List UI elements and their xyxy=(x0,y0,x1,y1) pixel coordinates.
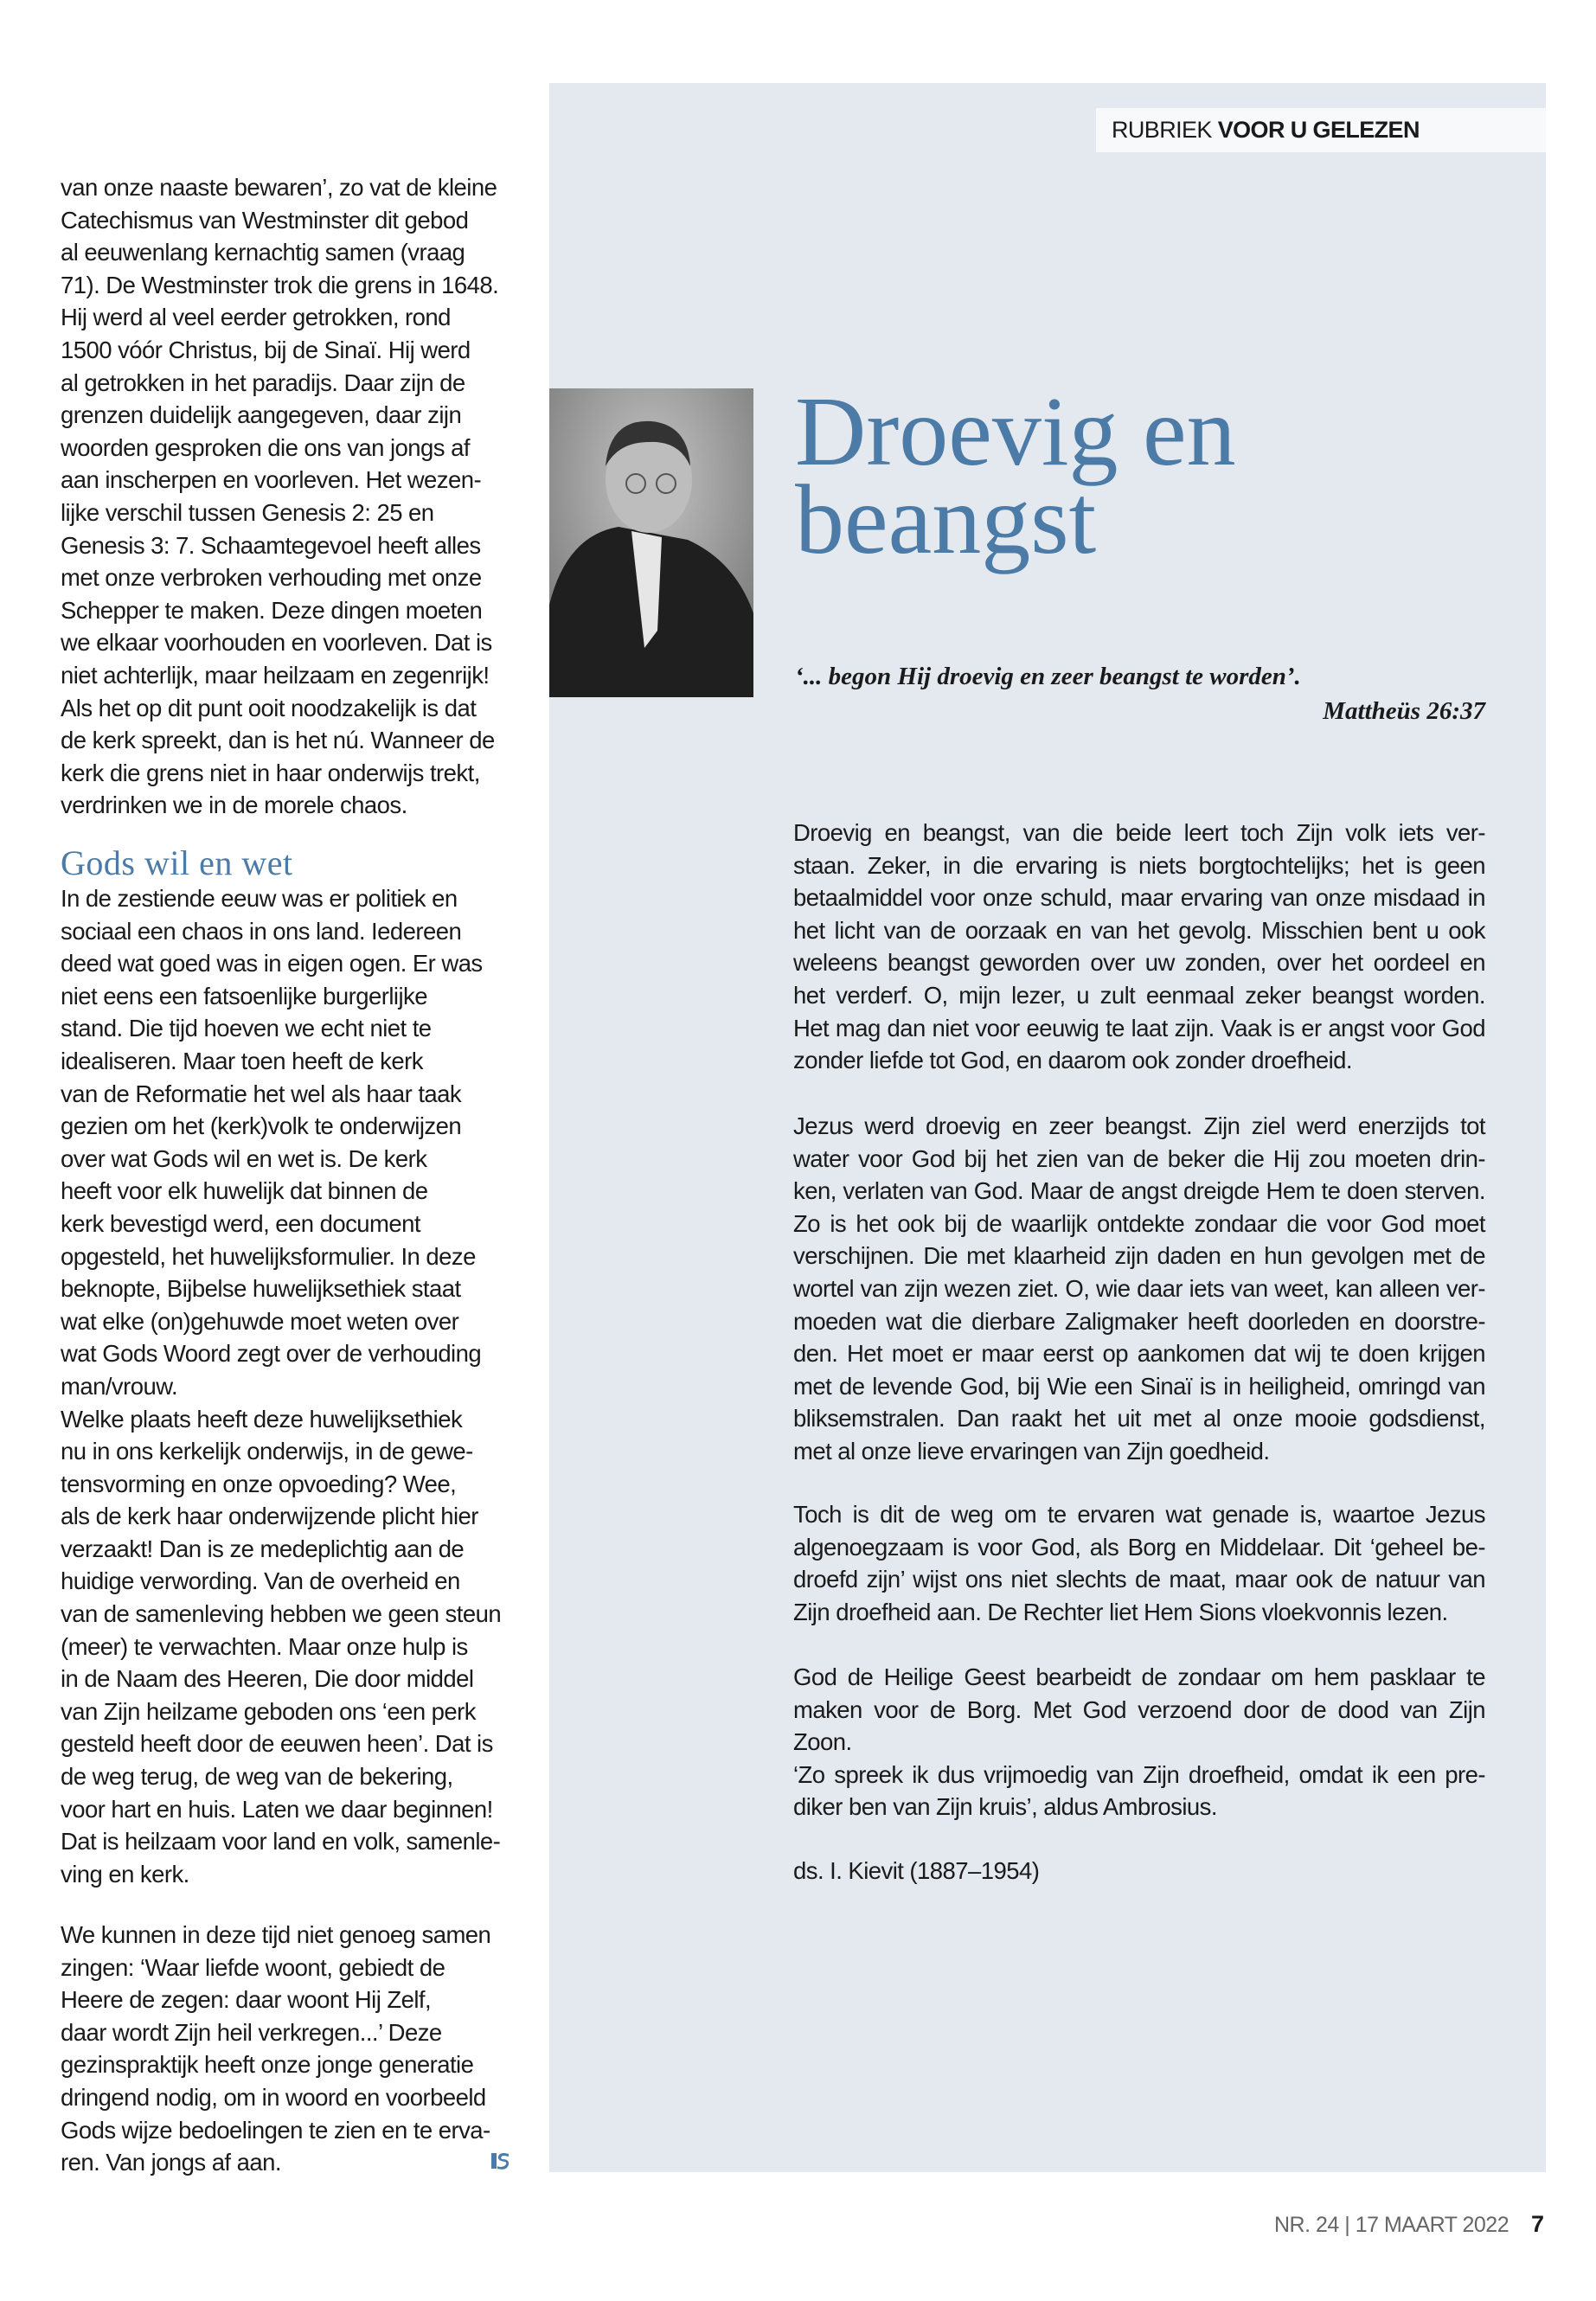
text-line: nu in ons kerkelijk onderwijs, in de gewe- xyxy=(61,1438,473,1465)
text-line: in de Naam des Heeren, Die door middel xyxy=(61,1665,474,1693)
text-line: van de Reformatie het wel als haar taak xyxy=(61,1080,462,1107)
text-line: staan. Zeker, in die ervaring is niets borgtochtelijks; het is geen xyxy=(793,851,1485,879)
text-line: Heere de zegen: daar woont Hij Zelf, xyxy=(61,1986,432,2014)
text-line: heeft voor elk huwelijk dat binnen de xyxy=(61,1177,428,1205)
text-line: algenoegzaam is voor God, als Borg en Middelaar. Dit ‘geheel be- xyxy=(793,1533,1485,1561)
text-line: Hij werd al veel eerder getrokken, rond xyxy=(61,304,451,331)
rubric-name: VOOR U GELEZEN xyxy=(1217,117,1420,143)
text-line: ‘Zo spreek ik dus vrijmoedig van Zijn droefheid, omdat ik een pre- xyxy=(793,1760,1485,1788)
text-line: gezinspraktijk heeft onze jonge generatie xyxy=(61,2051,474,2079)
text-line: de kerk spreekt, dan is het nú. Wanneer de xyxy=(61,727,495,754)
text-line: deed wat goed was in eigen ogen. Er was xyxy=(61,950,483,977)
text-line: ving en kerk. xyxy=(61,1860,189,1888)
text-line: weleens beangst geworden over uw zonden, over het oordeel en xyxy=(793,949,1485,977)
text-line: niet achterlijk, maar heilzaam en zegenrijk! xyxy=(61,661,490,689)
text-line: beknopte, Bijbelse huwelijksethiek staat xyxy=(61,1275,461,1303)
text-line: daar wordt Zijn heil verkregen...’ Deze xyxy=(61,2018,442,2046)
section-heading: Gods wil en wet xyxy=(61,843,293,882)
text-line: God de Heilige Geest bearbeidt de zondaar om hem pasklaar te xyxy=(793,1663,1485,1690)
body-paragraph-2 xyxy=(793,1110,1485,1468)
text-line: wat Gods Woord zegt over de verhouding xyxy=(61,1340,482,1368)
text-line: over wat Gods wil en wet is. De kerk xyxy=(61,1144,427,1172)
text-line: Schepper te maken. Deze dingen moeten xyxy=(61,596,483,624)
text-line: Droevig en beangst, van die beide leert toch Zijn volk iets ver- xyxy=(793,819,1485,846)
text-line: betaalmiddel voor onze schuld, maar ervaring van onze misdaad in xyxy=(793,884,1485,912)
text-line: wortel van zijn wezen ziet. O, wie daar iets van weet, kan alleen ver- xyxy=(793,1274,1485,1302)
quote-text: ‘... begon Hij droevig en zeer beangst te worden’. xyxy=(795,663,1301,690)
text-line: maken voor de Borg. Met God verzoend door de dood van Zijn xyxy=(793,1695,1485,1723)
text-line: moeden wat die dierbare Zaligmaker heeft doorleden en doorstre- xyxy=(793,1307,1485,1335)
text-line: met onze verbroken verhouding met onze xyxy=(61,564,482,592)
scripture-quote xyxy=(795,659,1485,728)
text-line: Catechismus van Westminster dit gebod xyxy=(61,206,469,234)
text-line: al eeuwenlang kernachtig samen (vraag xyxy=(61,239,465,266)
text-line: woorden gesproken die ons van jongs af xyxy=(61,433,470,461)
rubric-prefix: RUBRIEK xyxy=(1112,117,1212,143)
author-signature xyxy=(793,1855,1485,1888)
text-line: met de levende God, bij Wie een Sinaï is in heiligheid, omringd van xyxy=(793,1372,1485,1400)
text-line: Gods wijze bedoelingen te zien en te erva- xyxy=(61,2116,490,2144)
body-paragraph-1 xyxy=(793,817,1485,1077)
text-line: gezien om het (kerk)volk te onderwijzen xyxy=(61,1112,462,1140)
body-paragraph-3 xyxy=(793,1498,1485,1628)
text-line: als de kerk haar onderwijzende plicht hier xyxy=(61,1503,478,1530)
text-line: de weg terug, de weg van de bekering, xyxy=(61,1763,453,1791)
text-line: lijke verschil tussen Genesis 2: 25 en xyxy=(61,498,434,526)
text-line: gesteld heeft door de eeuwen heen’. Dat is xyxy=(61,1730,493,1758)
text-line: Zo is het ook bij de waarlijk ontdekte zondaar die voor God moet xyxy=(793,1209,1485,1237)
text-line: idealiseren. Maar toen heeft de kerk xyxy=(61,1047,423,1074)
text-line: voor hart en huis. Laten we daar beginnen! xyxy=(61,1795,493,1823)
text-line: verschijnen. Die met klaarheid zijn daden en hun gevolgen met de xyxy=(793,1242,1485,1270)
body-paragraph-4 xyxy=(793,1661,1485,1823)
rubric-label xyxy=(1096,108,1546,152)
text-line: verdrinken we in de morele chaos. xyxy=(61,792,407,819)
text-line: diker ben van Zijn kruis’, aldus Ambrosius. xyxy=(793,1793,1217,1821)
text-line: wat elke (on)gehuwde moet weten over xyxy=(61,1307,459,1335)
text-line: sociaal een chaos in ons land. Iedereen xyxy=(61,917,462,945)
text-line: ds. I. Kievit (1887–1954) xyxy=(793,1857,1040,1884)
text-line: Genesis 3: 7. Schaamtegevoel heeft alles xyxy=(61,531,481,559)
text-line: verzaakt! Dan is ze medeplichtig aan de xyxy=(61,1535,465,1562)
title-line-1: Droevig en xyxy=(795,376,1236,486)
text-line: Welke plaats heeft deze huwelijksethiek xyxy=(61,1405,463,1433)
text-line: stand. Die tijd hoeven we echt niet te xyxy=(61,1015,432,1042)
text-line: den. Het moet er maar eerst op aankomen dat wij te doen krijgen xyxy=(793,1340,1485,1368)
left-block-1 xyxy=(61,171,510,822)
text-line: we elkaar voorhouden en voorleven. Dat is xyxy=(61,629,492,657)
text-line: man/vrouw. xyxy=(61,1372,178,1400)
left-block-2 xyxy=(61,882,510,1890)
text-line: het licht van de oorzaak en van het gevolg. Misschien bent u ook xyxy=(793,916,1485,944)
text-line: Zijn droefheid aan. De Rechter liet Hem Sions vloekvonnis lezen. xyxy=(793,1598,1448,1625)
text-line: al getrokken in het paradijs. Daar zijn de xyxy=(61,369,465,396)
text-line: van de samenleving hebben we geen steun xyxy=(61,1600,502,1628)
text-line: Zoon. xyxy=(793,1728,852,1756)
text-line: tensvorming en onze opvoeding? Wee, xyxy=(61,1470,457,1497)
text-line: Het mag dan niet voor eeuwig te laat zijn. Vaak is er angst voor God xyxy=(793,1014,1485,1042)
text-line: kerk die grens niet in haar onderwijs trekt, xyxy=(61,759,480,786)
text-line: Jezus werd droevig en zeer beangst. Zijn ziel werd enerzijds tot xyxy=(793,1112,1485,1139)
title-line-2: beangst xyxy=(795,465,1097,574)
text-line: In de zestiende eeuw was er politiek en xyxy=(61,885,458,912)
text-line: ken, verlaten van God. Maar de angst dreigde Hem te doen sterven. xyxy=(793,1177,1485,1205)
page-number: 7 xyxy=(1531,2211,1545,2237)
left-block-3 xyxy=(61,1919,510,2179)
text-line: het verderf. O, mijn lezer, u zult eenmaal zeker beangst worden. xyxy=(793,981,1485,1009)
text-line: met al onze lieve ervaringen van Zijn goedheid. xyxy=(793,1437,1270,1465)
text-line: dringend nodig, om in woord en voorbeeld xyxy=(61,2083,486,2111)
author-portrait xyxy=(549,388,753,697)
text-line: (meer) te verwachten. Maar onze hulp is xyxy=(61,1632,468,1660)
text-line: aan inscherpen en voorleven. Het wezen- xyxy=(61,466,482,494)
text-line: Dat is heilzaam voor land en volk, samenle- xyxy=(61,1828,501,1856)
text-line: water voor God bij het zien van de beker die Hij zou moeten drin- xyxy=(793,1144,1485,1172)
text-line: bliksemstralen. Dan raakt het uit met al onze mooie godsdienst, xyxy=(793,1405,1485,1433)
text-line: 1500 vóór Christus, bij de Sinaï. Hij werd xyxy=(61,336,471,363)
text-line: niet eens een fatsoenlijke burgerlijke xyxy=(61,982,427,1009)
text-line: ren. Van jongs af aan. xyxy=(61,2149,281,2176)
text-line: Toch is dit de weg om te ervaren wat genade is, waartoe Jezus xyxy=(793,1501,1485,1528)
text-line: opgesteld, het huwelijksformulier. In deze xyxy=(61,1242,476,1270)
text-line: droefd zijn’ wijst ons niet slechts de maat, maar ook de natuur van xyxy=(793,1566,1485,1593)
text-line: zonder liefde tot God, en daarom ook zonder droefheid. xyxy=(793,1047,1353,1074)
text-line: 71). De Westminster trok die grens in 1648. xyxy=(61,271,499,298)
text-line: van onze naaste bewaren’, zo vat de kleine xyxy=(61,174,497,201)
text-line: grenzen duidelijk aangegeven, daar zijn xyxy=(61,401,462,429)
text-line: van Zijn heilzame geboden ons ‘een perk xyxy=(61,1697,476,1725)
issue-info: NR. 24 | 17 MAART 2022 xyxy=(1274,2213,1509,2237)
text-line: zingen: ‘Waar liefde woont, gebiedt de xyxy=(61,1953,445,1981)
text-line: huidige verwording. Van de overheid en xyxy=(61,1567,460,1595)
article-title xyxy=(795,376,1236,574)
text-line: kerk bevestigd werd, een document xyxy=(61,1209,420,1237)
publication-logo-icon xyxy=(490,2151,510,2170)
text-line: We kunnen in deze tijd niet genoeg samen xyxy=(61,1921,491,1948)
quote-reference: Mattheüs 26:37 xyxy=(1323,697,1485,725)
text-line: Als het op dit punt ooit noodzakelijk is dat xyxy=(61,694,477,721)
